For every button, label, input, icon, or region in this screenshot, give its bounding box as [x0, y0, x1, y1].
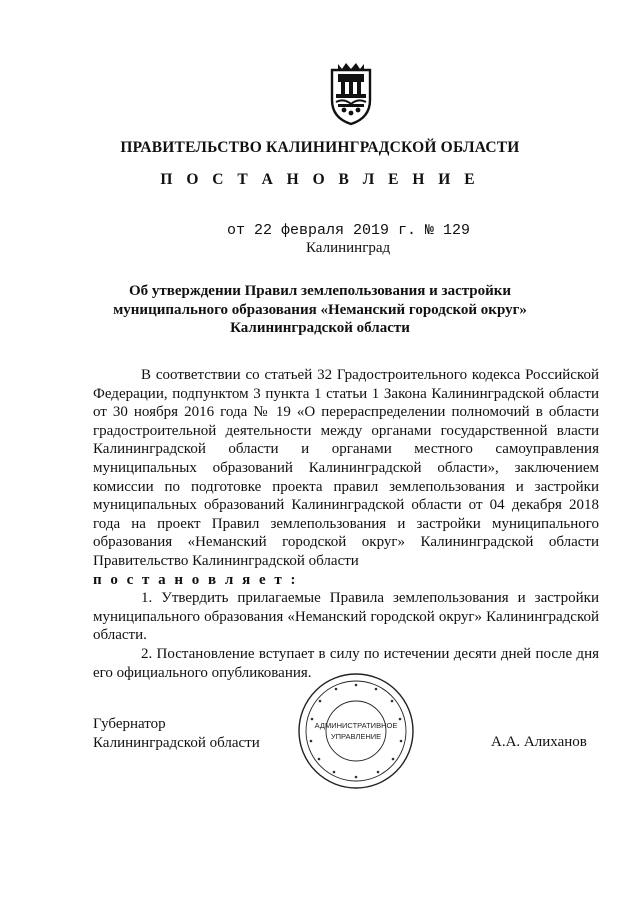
item-paragraph: 2. Постановление вступает в силу по истечении десяти дней после дня его официального опубликования.	[93, 645, 599, 681]
government-title: ПРАВИТЕЛЬСТВО КАЛИНИНГРАДСКОЙ ОБЛАСТИ	[120, 139, 520, 156]
document-title	[0, 282, 640, 338]
stamp-center-text: УПРАВЛЕНИЕ	[330, 732, 382, 741]
coat-of-arms-emblem	[324, 60, 378, 126]
document-title-line: Об утверждении Правил землепользования и застройки	[128, 283, 512, 299]
signer-position-line: Калининградской области	[93, 735, 260, 751]
official-seal-stamp	[296, 671, 416, 791]
preamble-paragraph: В соответствии со статьей 32 Градостроительного кодекса Российской Федерации, подпунктом 3 пункта 1 статьи 1 Закона Калининградской области от 30 ноября 2016 года № 19 «О перераспределении полномочий в области градостроительной деятельности между органами государственной власти Калининградской области и органами местного самоуправления муниципальных образований Калининградской области», заключением комиссии по подготовке проекта правил землепользования и застройки муниципальных образований Калининградской области от 04 декабря 2018 года на проект Правил землепользования и застройки муниципального образования «Неманский городской округ» Калининградской области Правительство Калининградской области	[93, 367, 599, 569]
signer-name: А.А. Алиханов	[491, 734, 587, 750]
resolves-line	[93, 571, 599, 590]
document-title-line: Калининградской области	[230, 320, 410, 336]
city-name: Калининград	[306, 240, 391, 256]
stamp-center-text: АДМИНИСТРАТИВНОЕ	[314, 721, 398, 730]
signer-position	[93, 715, 260, 753]
date-number-line: от 22 февраля 2019 г. № 129	[227, 222, 471, 239]
signer-position-line: Губернатор	[93, 716, 166, 732]
item-paragraph: 1. Утвердить прилагаемые Правила землепользования и застройки муниципального образования «Неманский городской округ» Калининградской области.	[93, 590, 599, 644]
document-title-line: муниципального образования «Неманский городской округ»	[113, 301, 527, 318]
resolves-word: п о с т а н о в л я е т :	[93, 571, 298, 588]
document-body	[93, 366, 599, 682]
document-type-heading: П О С Т А Н О В Л Е Н И Е	[160, 171, 480, 188]
